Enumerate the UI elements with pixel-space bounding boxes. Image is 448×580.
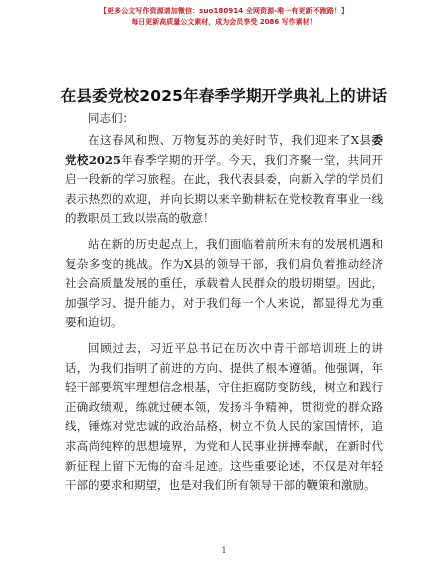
page-number: 1 xyxy=(221,546,227,555)
promo-banner xyxy=(0,6,448,28)
document-body xyxy=(65,131,383,502)
salutation: 同志们： xyxy=(88,111,134,125)
paragraph-1 xyxy=(65,131,383,229)
paragraph-2: 站在新的历史起点上，我们面临着前所未有的发展机遇和复杂多变的挑战。作为X县的领导干部，我们肩负着推动经济社会高质量发展的重任，承载着人民群众的殷切期望。因此，加强学习、提升能力，对于我们每一个人来说，都显得尤为重要和迫切。 xyxy=(65,236,383,330)
promo-banner-line1: 【更多公文写作资源请加微信：suo180914 全网资源-唯一有更新不跑路！】 xyxy=(99,7,349,15)
document-title: 在县委党校2025年春季学期开学典礼上的讲话 xyxy=(60,87,388,105)
paragraph-1-bold: 委党校2025 xyxy=(65,133,383,167)
paragraph-1-text-b: 年春季学期的开学。今天，我们齐聚一堂，共同开启一段新的学习旅程。在此，我代表县委，向新入学的学员们表示热烈的欢迎，并向长期以来辛勤耕耘在党校教育事业一线的教职员工致以崇高的敬意！ xyxy=(65,152,383,226)
paragraph-3: 回顾过去，习近平总书记在历次中青干部培训班上的讲话，为我们指明了前进的方向、提供了根本遵循。他强调，年轻干部要筑牢理想信念根基，守住拒腐防变防线，树立和践行正确政绩观，练就过硬本领，发扬斗争精神，贯彻党的群众路线，锤炼对党忠诚的政治品格，树立不负人民的家国情怀，追求高尚纯粹的思想境界，为党和人民事业拼搏奉献，在新时代新征程上留下无悔的奋斗足迹。这些重要论述，不仅是对年轻干部的要求和期望，也是对我们所有领导干部的鞭策和激励。 xyxy=(65,340,383,493)
promo-banner-line2: 每日更新高质量公文素材，成为会员享受 2086 写作素材！ xyxy=(131,18,317,26)
paragraph-1-text-a: 在这春风和煦、万物复苏的美好时节，我们迎来了X县 xyxy=(88,133,372,147)
